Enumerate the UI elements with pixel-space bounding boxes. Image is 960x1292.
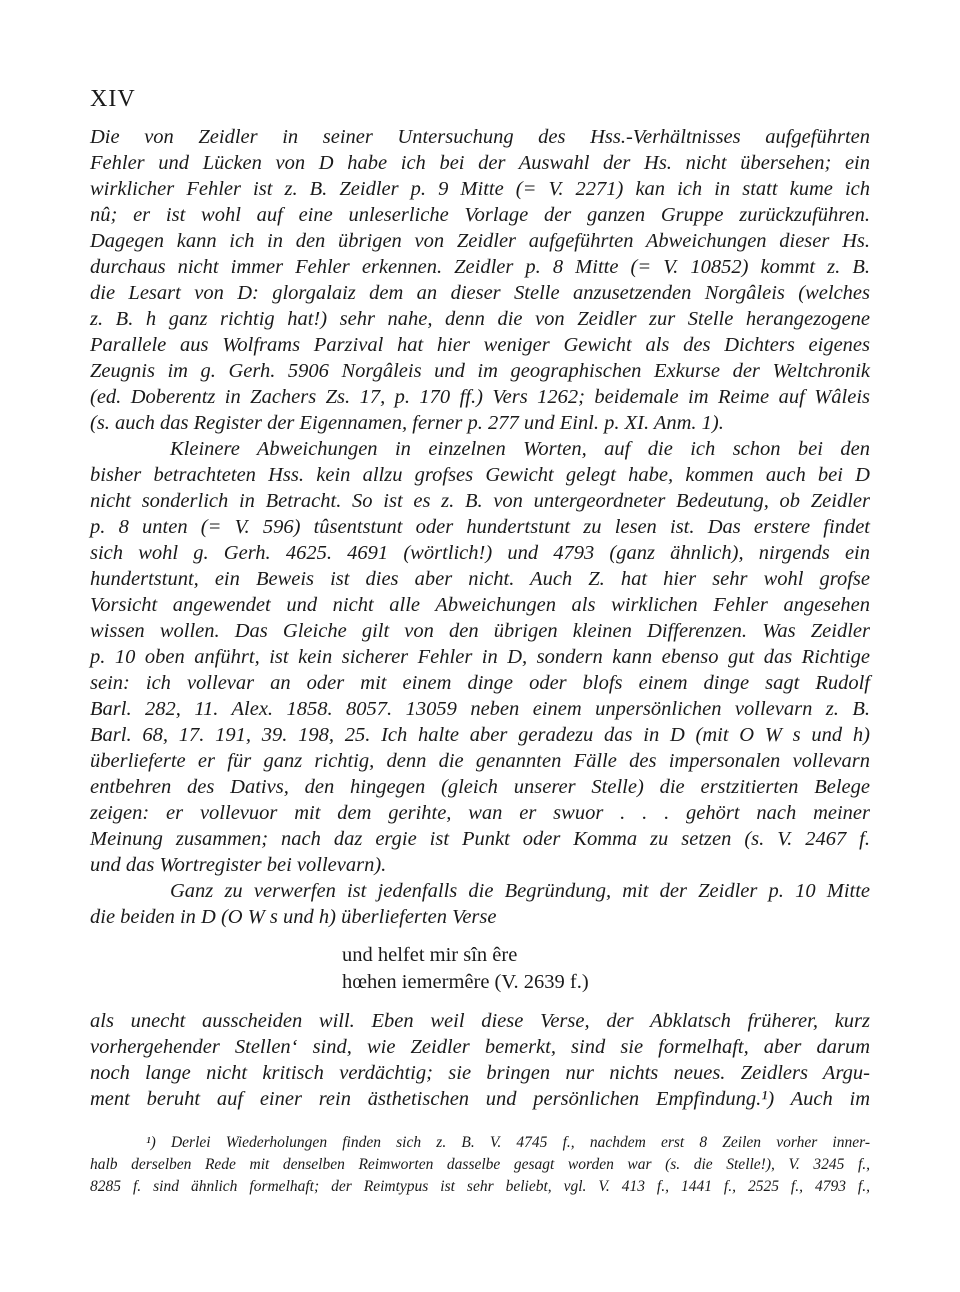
text-line: Kleinere Abweichungen in einzelnen Worten, auf die ich schon bei den (170, 438, 870, 460)
text-line: (s. auch das Register der Eigennamen, ferner p. 277 und Einl. p. XI. Anm. 1). (90, 412, 724, 434)
text-line: als unecht ausscheiden will. Eben weil diese Verse, der Abklatsch früherer, kurz (90, 1010, 870, 1032)
paragraph-3 (90, 878, 870, 930)
page-number: XIV (90, 86, 136, 112)
paragraph-4 (90, 1008, 870, 1112)
text-line: Meinung zusammen; nach daz ergie ist Punkt oder Komma zu setzen (s. V. 2467 f. (90, 828, 870, 850)
text-line: nicht sonderlich in Betracht. So ist es z. B. von untergeordneter Bedeutung, ob Zeidler (90, 490, 870, 512)
text-line: nû; er ist wohl auf eine unleserliche Vorlage der ganzen Gruppe zurückzuführen. (90, 204, 870, 226)
footnote-line: halb derselben Rede mit denselben Reimworten dasselbe gesagt worden war (s. die Stelle!), V. 3245 f., (90, 1156, 870, 1173)
text-line: vorhergehender Stellen‘ sind, wie Zeidler bemerkt, sind sie formelhaft, aber darum (90, 1036, 870, 1058)
text-line: Dagegen kann ich in den übrigen von Zeidler aufgeführten Abweichungen dieser Hs. (90, 230, 870, 252)
paragraph-2 (90, 436, 870, 878)
text-line: Ganz zu verwerfen ist jedenfalls die Begründung, mit der Zeidler p. 10 Mitte (170, 880, 870, 902)
text-line: bisher betrachteten Hss. kein allzu grofses Gewicht gelegt habe, kommen auch bei D (90, 464, 870, 486)
main-text (90, 124, 870, 1112)
paragraph-1 (90, 124, 870, 436)
verse-quote (90, 942, 870, 996)
text-line: Barl. 68, 17. 191, 39. 198, 25. Ich halte aber geradezu das in D (mit O W s und h) (90, 724, 870, 746)
text-line: durchaus nicht immer Fehler erkennen. Zeidler p. 8 Mitte (= V. 10852) kommt z. B. (90, 256, 870, 278)
text-line: Parallele aus Wolframs Parzival hat hier weniger Gewicht als des Dichters eigenes (90, 334, 870, 356)
text-line: (ed. Doberentz in Zachers Zs. 17, p. 170 ff.) Vers 1262; beidemale im Reime auf Wâleis (90, 386, 870, 408)
text-line: sein: ich vollevar an oder mit einem dinge oder blofs einem dinge sagt Rudolf (90, 672, 870, 694)
text-line: sich wohl g. Gerh. 4625. 4691 (wörtlich!) und 4793 (ganz ähnlich), nirgends ein (90, 542, 870, 564)
text-line: die Lesart von D: glorgalaiz dem an dieser Stelle anzusetzenden Norgâleis (welches (90, 282, 870, 304)
text-line: ment beruht auf einer rein ästhetischen und persönlichen Empfindung.¹) Auch im (90, 1088, 870, 1110)
text-line: Die von Zeidler in seiner Untersuchung des Hss.-Verhältnisses aufgeführten (90, 126, 870, 148)
footnote-line: ¹) Derlei Wiederholungen finden sich z. B. V. 4745 f., nachdem erst 8 Zeilen vorher inner- (146, 1134, 870, 1151)
verse-line: und helfet mir sîn êre (342, 944, 518, 966)
text-line: p. 8 unten (= V. 596) tûsentstunt oder hundertstunt zu lesen ist. Das erstere findet (90, 516, 870, 538)
footnote-block (90, 1132, 870, 1198)
verse-line: hœhen iemermêre (V. 2639 f.) (342, 971, 589, 993)
text-line: hundertstunt, ein Beweis ist dies aber nicht. Auch Z. hat hier sehr wohl grofse (90, 568, 870, 590)
text-line: zeigen: er vollevuor mit dem gerihte, wan er swuor . . . gehört nach meiner (90, 802, 870, 824)
text-line: Fehler und Lücken von D habe ich bei der Auswahl der Hs. nicht übersehen; ein (90, 152, 870, 174)
text-line: Vorsicht angewendet und nicht alle Abweichungen als wirklichen Fehler angesehen (90, 594, 870, 616)
text-line: überlieferte er für ganz richtig, denn die genannten Fälle des impersonalen vollevarn (90, 750, 870, 772)
text-line: entbehren des Dativs, den hingegen (gleich unserer Stelle) die erstzitierten Belege (90, 776, 870, 798)
text-line: noch lange nicht kritisch verdächtig; sie bringen nur nichts neues. Zeidlers Argu- (90, 1062, 870, 1084)
text-line: z. B. h ganz richtig hat!) sehr nahe, denn die von Zeidler zur Stelle herangezogene (90, 308, 870, 330)
footnote-line: 8285 f. sind ähnlich formelhaft; der Reimtypus ist sehr beliebt, vgl. V. 413 f., 1441 f., 2525 f., 4793 f., (90, 1178, 870, 1195)
text-line: Zeugnis im g. Gerh. 5906 Norgâleis und im geographischen Exkurse der Weltchronik (90, 360, 870, 382)
text-line: die beiden in D (O W s und h) überlieferten Verse (90, 906, 497, 928)
text-line: wissen wollen. Das Gleiche gilt von den übrigen kleinen Differenzen. Was Zeidler (90, 620, 870, 642)
text-line: wirklicher Fehler ist z. B. Zeidler p. 9 Mitte (= V. 2271) kan ich in statt kume ich (90, 178, 870, 200)
text-line: Barl. 282, 11. Alex. 1858. 8057. 13059 neben einem unpersönlichen vollevarn z. B. (90, 698, 870, 720)
text-line: und das Wortregister bei vollevarn). (90, 854, 387, 876)
text-line: p. 10 oben anführt, ist kein sicherer Fehler in D, sondern kann ebenso gut das Richtige (90, 646, 870, 668)
